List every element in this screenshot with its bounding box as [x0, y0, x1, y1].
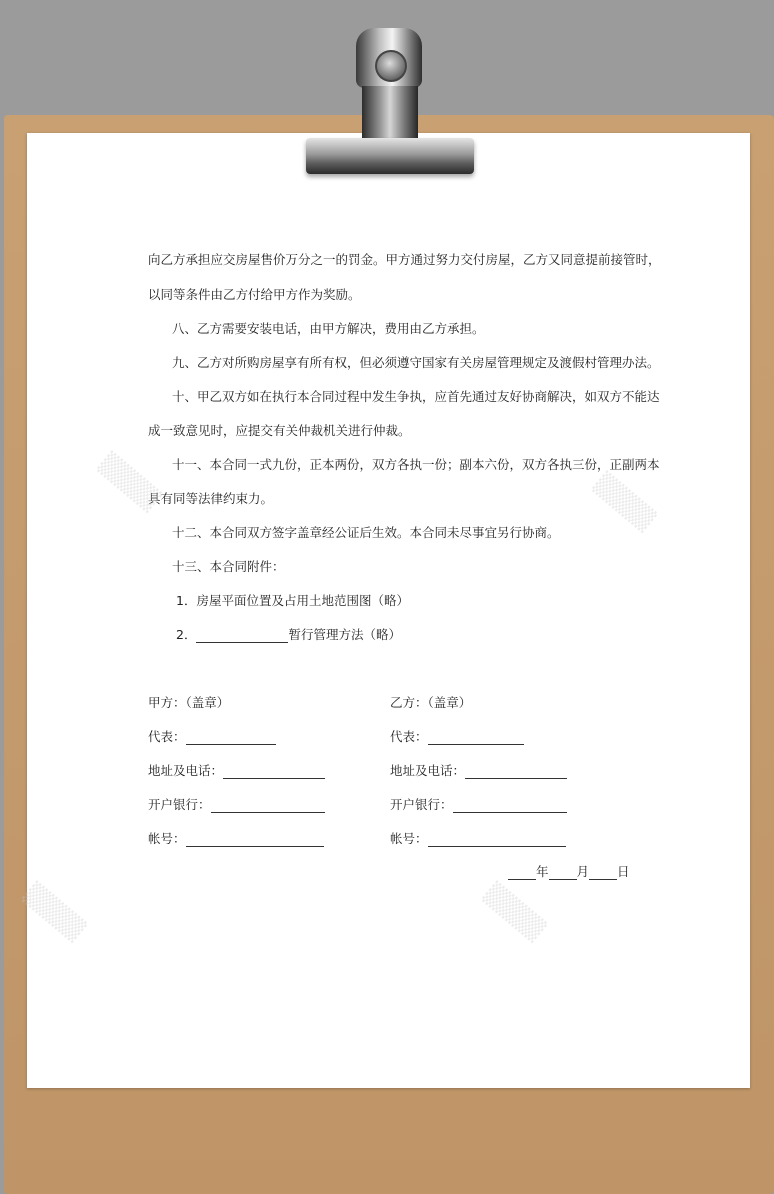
- blank-line: [428, 832, 566, 847]
- attachment-2-number: 2．: [176, 627, 197, 642]
- account-label: 帐号：: [148, 831, 186, 846]
- attachment-2-label: 暂行管理方法（略）: [288, 627, 401, 642]
- clip-base: [306, 138, 474, 174]
- blank-line: [589, 865, 617, 880]
- address-label: 地址及电话：: [390, 763, 466, 778]
- clause-8: 八、乙方需要安装电话，由甲方解决，费用由乙方承担。: [172, 321, 485, 336]
- blank-line: [223, 764, 325, 779]
- blank-line: [211, 798, 325, 813]
- blank-line: [186, 832, 324, 847]
- clause-12: 十二、本合同双方签字盖章经公证后生效。本合同未尽事宜另行协商。: [172, 525, 560, 540]
- rep-label: 代表：: [148, 729, 186, 744]
- paragraph-line: 以同等条件由乙方付给甲方作为奖励。: [148, 287, 361, 302]
- party-b-rep: [390, 727, 524, 745]
- clause-11: 十一、本合同一式九份，正本两份，双方各执一份；副本六份，双方各执三份，正副两本: [172, 457, 660, 472]
- paragraph-line: 向乙方承担应交房屋售价万分之一的罚金。甲方通过努力交付房屋，乙方又同意提前接管时，: [148, 252, 661, 267]
- party-a-address: [148, 761, 325, 779]
- account-label: 帐号：: [390, 831, 428, 846]
- blank-line: [196, 628, 288, 643]
- blank-line: [508, 865, 536, 880]
- attachment-1: 1．房屋平面位置及占用土地范围图（略）: [176, 593, 409, 608]
- watermark: ▒▒▒▒: [479, 881, 548, 944]
- watermark: ▒▒▒▒: [19, 881, 88, 944]
- party-a-label: 甲方：（盖章）: [148, 695, 230, 710]
- clause-13: 十三、本合同附件：: [172, 559, 285, 574]
- blank-line: [186, 730, 276, 745]
- watermark: ▒▒▒▒: [94, 451, 163, 514]
- party-a-bank: [148, 795, 325, 813]
- clause-10: 十、甲乙双方如在执行本合同过程中发生争执，应首先通过友好协商解决，如双方不能达: [172, 389, 660, 404]
- clause-11-cont: 具有同等法律约束力。: [148, 491, 274, 506]
- party-b-bank: [390, 795, 567, 813]
- document-page: [27, 133, 750, 1088]
- party-b-address: [390, 761, 567, 779]
- clip-neck: [362, 86, 418, 142]
- address-label: 地址及电话：: [148, 763, 224, 778]
- blank-line: [465, 764, 567, 779]
- blank-line: [549, 865, 577, 880]
- party-a-account: [148, 829, 324, 847]
- attachment-2: [176, 625, 401, 643]
- clause-9: 九、乙方对所购房屋享有所有权，但必须遵守国家有关房屋管理规定及渡假村管理办法。: [172, 355, 660, 370]
- day-label: 日: [617, 864, 630, 879]
- month-label: 月: [576, 864, 590, 879]
- rep-label: 代表：: [390, 729, 428, 744]
- party-b-label: 乙方：（盖章）: [390, 695, 472, 710]
- party-b-account: [390, 829, 566, 847]
- date-line: [508, 862, 630, 880]
- blank-line: [428, 730, 524, 745]
- party-a-rep: [148, 727, 276, 745]
- year-label: 年: [536, 864, 549, 879]
- blank-line: [453, 798, 567, 813]
- watermark: ▒▒▒▒: [589, 471, 658, 534]
- clause-10-cont: 成一致意见时，应提交有关仲裁机关进行仲裁。: [148, 423, 411, 438]
- bank-label: 开户银行：: [390, 797, 453, 812]
- clip-hole: [375, 50, 407, 82]
- bank-label: 开户银行：: [148, 797, 211, 812]
